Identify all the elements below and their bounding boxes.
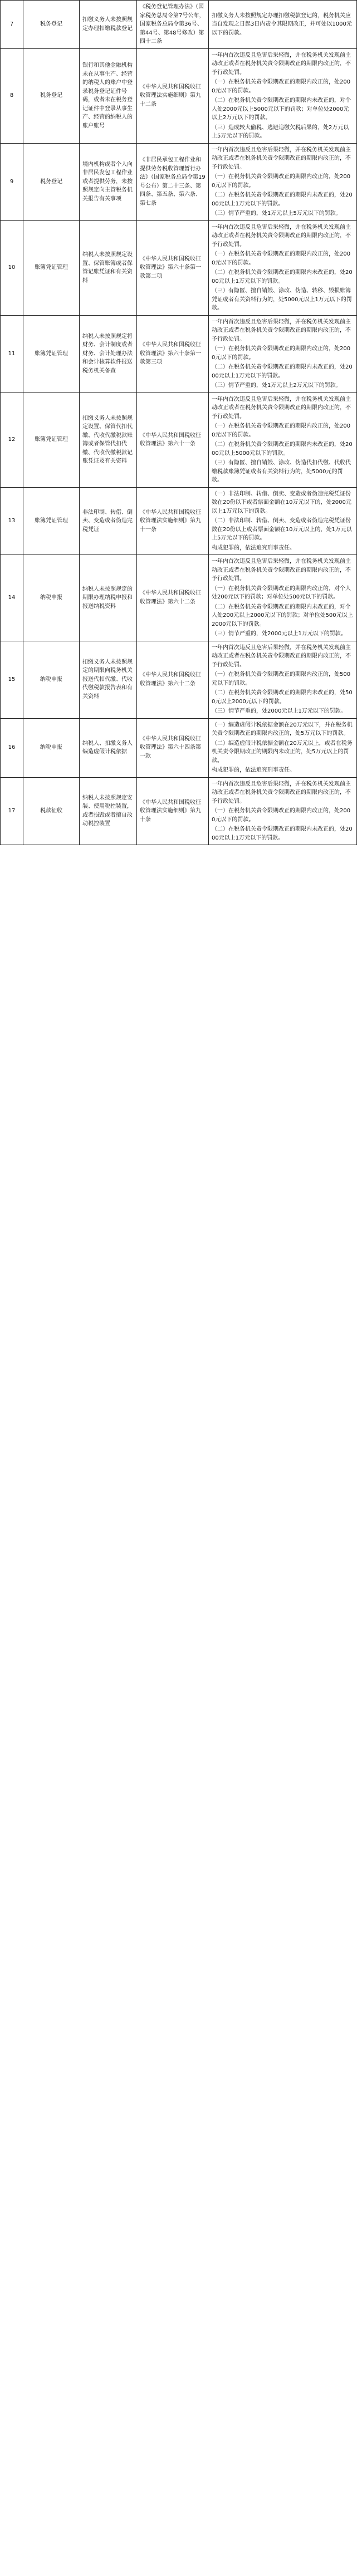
penalty-standard-paragraph: （一）在税务机关责令限期改正的期限内改正的，处2000元以下的罚款。 [212, 423, 351, 438]
penalty-standard-paragraph: 一年内首次违反且危害后果轻微，并在税务机关发现前主动改正或者在税务机关责令限期改正的期限内改正的，不予行政处罚。 [212, 224, 351, 248]
legal-basis-cell: 《中华人民共和国税收征收管理法》第六十二条 [137, 555, 209, 641]
table-row [1, 392, 357, 487]
penalty-standard-paragraph: 一年内首次违反且危害后果轻微，并在税务机关发现前主动改正或者在税务机关责令限期改正的期限内改正的，不予行政处罚。 [212, 644, 351, 668]
penalty-standard-cell [209, 641, 357, 718]
legal-basis-cell: 《中华人民共和国税收征收管理法》第六十条第一款第二项 [137, 220, 209, 315]
penalty-standard-cell [209, 777, 357, 845]
violation-category-cell: 税务登记 [23, 1, 80, 49]
table-row [1, 143, 357, 220]
penalty-standard-paragraph: （一）在税务机关责令限期改正的期限内改正的，处2000元以下的罚款。 [212, 808, 351, 823]
penalty-standard-paragraph: 一年内首次违反且危害后果轻微，并在税务机关发现前主动改正或者在税务机关责令限期改正的期限内改正的，不予行政处罚。 [212, 318, 351, 342]
penalty-standard-paragraph: 一年内首次违反且危害后果轻微，并在税务机关发现前主动改正或者在税务机关责令限期改正的期限内改正的，不予行政处罚。 [212, 396, 351, 420]
legal-basis-cell: 《中华人民共和国税收征收管理法实施细则》第九十条 [137, 777, 209, 845]
penalty-standard-paragraph: （三）有隐匿、擅自销毁、涂改、伪造、转移、毁损账簿凭证或者有关资料行为的，处5000元以上1万元以下的罚款。 [212, 288, 352, 311]
penalty-standard-cell [209, 220, 357, 315]
table-row [1, 777, 357, 845]
row-number-cell: 16 [1, 718, 23, 777]
violation-category-cell: 纳税申报 [23, 641, 80, 718]
table-row [1, 1, 357, 49]
legal-basis-cell: 《税务登记管理办法》（国家税务总局令第7号公布，国家税务总局令第36号、第44号、第48号修改）第四十二条 [137, 1, 209, 49]
table-row [1, 315, 357, 392]
penalty-standard-paragraph: 构成犯罪的，依法追究刑事责任。 [212, 767, 295, 773]
violation-act-cell: 银行和其他金融机构未在从事生产、经营的纳税人的账户中登录税务登记证件号码，或者未在税务登记证件中登录从事生产、经营的纳税人的账户账号 [80, 48, 137, 143]
violation-category-cell: 纳税申报 [23, 555, 80, 641]
violation-category-cell: 账簿凭证管理 [23, 392, 80, 487]
table-row [1, 718, 357, 777]
penalty-standard-paragraph: （三）情节严重的，处1万元以上5万元以下的罚款。 [212, 210, 341, 217]
table-row [1, 48, 357, 143]
violation-category-cell: 税务登记 [23, 143, 80, 220]
penalty-standard-paragraph: 扣缴义务人未按照规定办理扣缴税款登记的，税务机关应当自发现之日起3日内责令其限期改正，并可处以1000元以下的罚款。 [212, 12, 352, 36]
table-row [1, 641, 357, 718]
row-number-cell: 13 [1, 487, 23, 555]
penalty-standard-paragraph: （二）在税务机关责令限期改正的期限内未改正的，处2000元以上1万元以下的罚款。 [212, 192, 353, 207]
violation-act-cell: 扣缴义务人未按照规定的期限向税务机关报送代扣代缴、代收代缴税款报告表和有关资料 [80, 641, 137, 718]
legal-basis-cell: 《中华人民共和国税收征收管理法》第六十四条第一款 [137, 718, 209, 777]
penalty-standard-paragraph: （一）在税务机关责令限期改正的期限内改正的，处2000元以下的罚款。 [212, 251, 351, 266]
penalty-standard-paragraph: 一年内首次违反且危害后果轻微，并在税务机关发现前主动改正或者在税务机关责令限期改正的期限内改正的，不予行政处罚。 [212, 558, 351, 582]
violation-act-cell: 纳税人未按照规定的期限办理纳税申报和报送纳税资料 [80, 555, 137, 641]
table-row [1, 220, 357, 315]
row-number-cell: 11 [1, 315, 23, 392]
violation-act-cell: 境内机构或者个人向非居民发包工程作业或者提供劳务，未按照规定向主管税务机关报告有关事项 [80, 143, 137, 220]
legal-basis-cell: 《中华人民共和国税收征收管理法实施细则》第九十二条 [137, 48, 209, 143]
penalty-standard-paragraph: 一年内首次违反且危害后果轻微，并在税务机关发现前主动改正或者在税务机关责令限期改正的期限内改正的，不予行政处罚。 [212, 146, 351, 170]
violation-act-cell: 纳税人未按照规定将财务、会计制度或者财务、会计处理办法和会计核算软件报送税务机关备查 [80, 315, 137, 392]
penalty-standard-cell [209, 392, 357, 487]
violation-act-cell: 非法印制、转借、倒卖、变造或者伪造完税凭证 [80, 487, 137, 555]
legal-basis-cell: 《中华人民共和国税收征收管理法》第六十条第一款第三项 [137, 315, 209, 392]
penalty-standard-paragraph: 一年内首次违反且危害后果轻微，并在税务机关发现前主动改正或者在税务机关责令限期改正的期限内改正的，不予行政处罚。 [212, 781, 351, 804]
legal-basis-cell: 《中华人民共和国税收征收管理法实施细则》第九十一条 [137, 487, 209, 555]
violation-act-cell: 纳税人未按照规定安装、使用税控装置，或者损毁或者擅自改动税控装置 [80, 777, 137, 845]
penalty-standard-paragraph: 构成犯罪的，依法追究刑事责任。 [212, 544, 295, 551]
row-number-cell: 12 [1, 392, 23, 487]
penalty-standard-paragraph: （二）在税务机关责令限期改正的期限内未改正的，对个人处2000元以上5000元以下的罚款；对单位处2000元以上2万元以下的罚款。 [212, 97, 351, 121]
violation-category-cell: 纳税申报 [23, 718, 80, 777]
penalty-standard-paragraph: （二）在税务机关责令限期改正的期限内未改正的，处2000元以上1万元以下的罚款。 [212, 826, 353, 841]
violation-act-cell: 纳税人、扣缴义务人编造虚假计税依据 [80, 718, 137, 777]
penalty-standard-paragraph: （一）在税务机关责令限期改正的期限内改正的，对个人处200元以下的罚款；对单位处500元以下的罚款。 [212, 585, 351, 600]
penalty-standard-paragraph: （三）有隐匿、擅自销毁、涂改、伪造代扣代缴、代收代缴税款账簿凭证或者有关资料行为的，处5000元的罚款。 [212, 460, 351, 483]
penalty-standard-paragraph: （三）情节严重的，处1万元以上2万元以下的罚款。 [212, 382, 341, 389]
penalty-standard-cell [209, 718, 357, 777]
penalty-standard-cell [209, 143, 357, 220]
penalty-standard-paragraph: （二）在税务机关责令限期改正的期限内未改正的，处2000元以上1万元以下的罚款。 [212, 364, 353, 379]
violation-category-cell: 账簿凭证管理 [23, 315, 80, 392]
legal-basis-cell: 《中华人民共和国税收征收管理法》第六十一条 [137, 392, 209, 487]
penalty-standard-cell [209, 555, 357, 641]
penalty-standard-paragraph: （二）在税务机关责令限期改正的期限内未改正的，处500元以上2000元以下的罚款。 [212, 690, 353, 705]
violation-category-cell: 税款征收 [23, 777, 80, 845]
violation-act-cell: 扣缴义务人未按照规定办理扣缴税款登记 [80, 1, 137, 49]
penalty-standard-cell [209, 48, 357, 143]
penalty-standard-cell [209, 315, 357, 392]
penalty-standard-paragraph: （二）编造虚假计税依据金额在20万元以上，或者在税务机关责令限期改正的期限内未改正的，处5万元以上的罚款。 [212, 740, 353, 764]
row-number-cell: 7 [1, 1, 23, 49]
penalty-standard-paragraph: （一）在税务机关责令限期改正的期限内改正的，处500元以下的罚款。 [212, 671, 351, 686]
row-number-cell: 15 [1, 641, 23, 718]
row-number-cell: 10 [1, 220, 23, 315]
violation-category-cell: 账簿凭证管理 [23, 487, 80, 555]
violation-category-cell: 账簿凭证管理 [23, 220, 80, 315]
legal-basis-cell: 《中华人民共和国税收征收管理法》第六十二条 [137, 641, 209, 718]
penalty-standard-paragraph: （一）在税务机关责令限期改正的期限内改正的，处2000元以下的罚款。 [212, 346, 351, 361]
penalty-standard-paragraph: （一）在税务机关责令限期改正的期限内改正的，处2000元以下的罚款。 [212, 79, 351, 94]
violation-category-cell: 税务登记 [23, 48, 80, 143]
violation-act-cell: 纳税人未按照规定设置、保管账簿或者保管记账凭证和有关资料 [80, 220, 137, 315]
row-number-cell: 14 [1, 555, 23, 641]
row-number-cell: 9 [1, 143, 23, 220]
penalty-standard-paragraph: （一）编造虚假计税依据金额在20万元以下，并在税务机关责令限期改正的期限内改正的，处5万元以下的罚款。 [212, 722, 353, 737]
penalty-standard-paragraph: （三）情节严重的，处2000元以上1万元以下的罚款。 [212, 708, 346, 714]
penalty-standard-cell [209, 487, 357, 555]
penalty-standard-paragraph: （二）非法印制、转借、倒卖、变造或者伪造完税凭证份数在20份以上或者票面金额在10万元以上的，处1万元以上5万元以下的罚款。 [212, 518, 352, 541]
penalty-standard-paragraph: （三）造成较大偷税、逃避追缴欠税后果的，处2万元以上5万元以下的罚款。 [212, 124, 349, 139]
penalty-standard-paragraph: （二）在税务机关责令限期改正的期限内未改正的，处2000元以上5000元以下的罚款。 [212, 441, 353, 457]
penalty-standard-paragraph: （二）在税务机关责令限期改正的期限内未改正的，处2000元以上1万元以下的罚款。 [212, 269, 353, 284]
legal-basis-cell: 《非居民承包工程作业和提供劳务税收管理暂行办法》（国家税务总局令第19号公布）第二十三条、第四条、第五条、第六条、第七条 [137, 143, 209, 220]
table-body [1, 1, 357, 845]
row-number-cell: 8 [1, 48, 23, 143]
penalty-standard-cell [209, 1, 357, 49]
penalty-standards-sheet [0, 0, 357, 845]
penalty-standard-paragraph: （二）在税务机关责令限期改正的期限内未改正的，对个人处200元以上2000元以下的罚款；对单位处500元以上2000元以下的罚款。 [212, 603, 353, 627]
penalty-standards-table [0, 0, 357, 845]
table-row [1, 487, 357, 555]
row-number-cell: 17 [1, 777, 23, 845]
violation-act-cell: 扣缴义务人未按照规定设置、保管代扣代缴、代收代缴税款账簿或者保管代扣代缴、代收代缴税款记账凭证及有关资料 [80, 392, 137, 487]
penalty-standard-paragraph: （一）非法印制、转借、倒卖、变造或者伪造完税凭证份数在20份以下或者票面金额在10万元以下的，处2000元以上1万元以下的罚款。 [212, 490, 351, 514]
penalty-standard-paragraph: （一）在税务机关责令限期改正的期限内改正的，处2000元以下的罚款。 [212, 174, 351, 189]
penalty-standard-paragraph: （三）情节严重的，处2000元以上1万元以下的罚款。 [212, 631, 346, 637]
penalty-standard-paragraph: 一年内首次违反且危害后果轻微，并在税务机关发现前主动改正或者在税务机关责令限期改正的期限内改正的，不予行政处罚。 [212, 52, 351, 76]
table-row [1, 555, 357, 641]
